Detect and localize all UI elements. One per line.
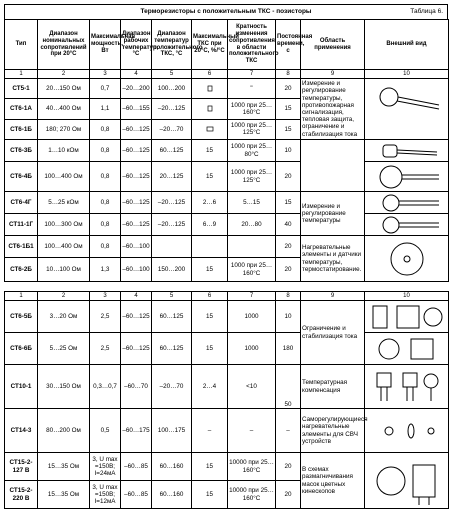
cell-tau: 20 (276, 162, 301, 192)
cell-max-tks (192, 99, 228, 119)
cell-resistance: 100…300 Ом (38, 214, 90, 236)
col-number: 4 (121, 70, 152, 79)
cell-power: 0,8 (90, 236, 121, 258)
col-number: 1 (5, 70, 38, 79)
cell-power: 2,5 (90, 333, 121, 365)
col-number: 6 (192, 292, 228, 301)
cell-max-tks: 15 (192, 453, 228, 481)
cell-application: Измерение и регулирование температуры, противопожарная сигнализация, тепловая защита, ограничение и стабилизация тока (301, 79, 365, 140)
cell-tks-range: 60…125 (152, 301, 192, 333)
header-cell: Максимальная мощность, Вт (90, 20, 121, 70)
cell-ratio: 1000 при 25…125°С (228, 162, 276, 192)
cell-power: 1,3 (90, 258, 121, 282)
small-component-icon (207, 105, 213, 113)
cell-ratio: 5…15 (228, 192, 276, 214)
cell-ratio: 10000 при 25…160°С (228, 481, 276, 509)
cell-power: 2,5 (90, 301, 121, 333)
cell-appearance (365, 140, 449, 162)
cell-trange: –60…155 (121, 99, 152, 119)
disc-pair-icon (367, 334, 447, 364)
cell-tau: 50 (276, 365, 301, 409)
table-lower (4, 291, 449, 509)
col-number: 2 (38, 292, 90, 301)
cell-trange: –60…100 (121, 258, 152, 282)
table-row (5, 214, 449, 236)
cell-max-tks: 15 (192, 258, 228, 282)
cell-trange: –60…125 (121, 214, 152, 236)
cell-type: СТ6-2Б (5, 258, 38, 282)
header-cell: Тип (5, 20, 38, 70)
cell-ratio: " (228, 79, 276, 99)
table-row (5, 301, 449, 333)
column-number-row (5, 292, 449, 301)
cell-tau: – (276, 409, 301, 453)
cell-power: 0,8 (90, 162, 121, 192)
header-cell: Внешний вид (365, 20, 449, 70)
cell-power: 0,8 (90, 119, 121, 139)
cell-trange: –60…125 (121, 301, 152, 333)
cell-appearance (365, 365, 449, 409)
col-number: 9 (301, 70, 365, 79)
cell-resistance: 100…400 Ом (38, 162, 90, 192)
cell-tks-range (152, 236, 192, 258)
cell-trange: –60…175 (121, 409, 152, 453)
cell-trange: –60…125 (121, 140, 152, 162)
cell-tau: 15 (276, 192, 301, 214)
cell-appearance (365, 79, 449, 140)
cell-application: Температурная компенсация (301, 365, 365, 409)
cell-power: 3, U max =150В; I=12мА (90, 481, 121, 509)
cell-application: Нагревательные элементы и датчики температуры, термостатирование. (301, 236, 365, 282)
cell-trange: –60…125 (121, 333, 152, 365)
cell-type: СТ11-1Г (5, 214, 38, 236)
cell-resistance: 15…35 Ом (38, 453, 90, 481)
heater-element-icon (367, 237, 447, 281)
cell-tks-range: –20…125 (152, 214, 192, 236)
thermistor-lead-icon (367, 79, 447, 139)
cell-tks-range: 100…200 (152, 79, 192, 99)
cell-tks-range: 20…125 (152, 162, 192, 192)
cell-tks-range: 60…160 (152, 481, 192, 509)
col-number: 5 (152, 292, 192, 301)
col-number: 2 (38, 70, 90, 79)
cell-resistance: 80…200 Ом (38, 409, 90, 453)
cell-tks-range: –20…125 (152, 99, 192, 119)
table-row (5, 162, 449, 192)
table-number: Таблица 6. (410, 8, 443, 15)
cell-trange: –60…125 (121, 162, 152, 192)
cell-tks-range: 60…125 (152, 140, 192, 162)
column-number-row (5, 70, 449, 79)
header-cell: Диапазон номинальных сопротивлений при 20°С (38, 20, 90, 70)
cell-power: 0,8 (90, 214, 121, 236)
cell-tks-range: 60…160 (152, 453, 192, 481)
cell-trange: –60…70 (121, 365, 152, 409)
cell-max-tks: 15 (192, 301, 228, 333)
cell-appearance (365, 162, 449, 192)
col-number: 8 (276, 292, 301, 301)
table-row (5, 333, 449, 365)
cell-power: 0,7 (90, 79, 121, 99)
cell-tau: 10 (276, 301, 301, 333)
header-cell: Диапазон рабочих температур, °С (121, 20, 152, 70)
cell-tau: 20 (276, 453, 301, 481)
cell-tau: 15 (276, 119, 301, 139)
cell-max-tks: 15 (192, 162, 228, 192)
col-number: 6 (192, 70, 228, 79)
col-number: 4 (121, 292, 152, 301)
cell-tks-range: –20…70 (152, 365, 192, 409)
cell-resistance: 15…35 Ом (38, 481, 90, 509)
cell-tau: 15 (276, 99, 301, 119)
cell-tks-range: –20…70 (152, 119, 192, 139)
cell-resistance: 100…400 Ом (38, 236, 90, 258)
cell-application-cont (301, 140, 365, 192)
cell-type: СТ15-2-127 В (5, 453, 38, 481)
col-number: 7 (228, 292, 276, 301)
header-cell: Кратность изменения сопротивления в области положительного ТКС (228, 20, 276, 70)
cell-ratio: 20…80 (228, 214, 276, 236)
table-row (5, 140, 449, 162)
dual-disc-icon (367, 455, 447, 507)
cell-type: СТ6-1Б1 (5, 236, 38, 258)
cell-resistance: 180; 270 Ом (38, 119, 90, 139)
cell-max-tks (192, 79, 228, 99)
cell-max-tks (192, 119, 228, 139)
page (2, 2, 448, 506)
disc-pair-icon (367, 302, 447, 332)
cell-resistance: 20…150 Ом (38, 79, 90, 99)
cell-tau: 20 (276, 79, 301, 99)
cell-power: 0,5 (90, 409, 121, 453)
cell-max-tks: 2…4 (192, 365, 228, 409)
cell-max-tks: 15 (192, 140, 228, 162)
cell-tau: 10 (276, 140, 301, 162)
cell-ratio (228, 236, 276, 258)
cell-ratio: – (228, 409, 276, 453)
title-bar (4, 4, 448, 20)
cell-appearance (365, 333, 449, 365)
disc-thermistor-icon (367, 163, 447, 191)
cell-trange: –20…200 (121, 79, 152, 99)
cell-tks-range: –20…125 (152, 192, 192, 214)
cell-trange: –60…125 (121, 119, 152, 139)
cell-ratio: 1000 (228, 301, 276, 333)
cell-tau: 180 (276, 333, 301, 365)
cell-resistance: 5…25 Ом (38, 333, 90, 365)
cell-appearance (365, 301, 449, 333)
header-cell: Постоянная времени, с (276, 20, 301, 70)
cell-type: СТ14-3 (5, 409, 38, 453)
cell-appearance (365, 214, 449, 236)
cell-appearance (365, 236, 449, 282)
col-number: 3 (90, 292, 121, 301)
cell-application: Саморегулирующиеся нагревательные элементы для СВЧ устройств (301, 409, 365, 453)
col-number: 3 (90, 70, 121, 79)
radial-thermistor-icon (367, 367, 447, 407)
table-row (5, 236, 449, 258)
cell-type: СТ6-1Б (5, 119, 38, 139)
table-upper (4, 19, 449, 282)
cell-type: СТ10-1 (5, 365, 38, 409)
cell-appearance (365, 409, 449, 453)
cell-ratio: 1000 при 25…125°С (228, 119, 276, 139)
cell-power: 3, U max =150В; I=24мА (90, 453, 121, 481)
table-row (5, 79, 449, 99)
cell-type: СТ6-3Б (5, 140, 38, 162)
cell-max-tks: 6…9 (192, 214, 228, 236)
table-row (5, 365, 449, 409)
cell-appearance (365, 192, 449, 214)
col-number: 9 (301, 292, 365, 301)
col-number: 7 (228, 70, 276, 79)
cell-appearance (365, 453, 449, 509)
cell-type: СТ6-1А (5, 99, 38, 119)
cell-tau: 20 (276, 236, 301, 258)
cell-type: СТ6-4Б (5, 162, 38, 192)
cell-resistance: 1…10 кОм (38, 140, 90, 162)
cell-max-tks (192, 236, 228, 258)
table-row (5, 192, 449, 214)
cell-type: СТ6-6Б (5, 333, 38, 365)
cell-trange: –60…85 (121, 453, 152, 481)
cell-resistance: 5…25 кОм (38, 192, 90, 214)
cell-ratio: <10 (228, 365, 276, 409)
table-row (5, 409, 449, 453)
cell-ratio: 1000 (228, 333, 276, 365)
small-component-icon (207, 85, 213, 93)
cell-resistance: 40…400 Ом (38, 99, 90, 119)
bead-thermistor-icon (367, 413, 447, 449)
col-number: 5 (152, 70, 192, 79)
cell-ratio: 1000 при 25…80°С (228, 140, 276, 162)
cell-type: СТ15-2-220 В (5, 481, 38, 509)
cell-tau: 20 (276, 258, 301, 282)
header-cell: Максимальный ТКС при 20°С, %/°С (192, 20, 228, 70)
table-title: Терморезисторы с положительным ТКС - позисторы (140, 8, 312, 15)
header-cell: Область применения (301, 20, 365, 70)
cell-type: СТ6-4Г (5, 192, 38, 214)
table-row (5, 453, 449, 481)
cell-resistance: 10…100 Ом (38, 258, 90, 282)
col-number: 10 (365, 292, 449, 301)
cell-resistance: 30…150 Ом (38, 365, 90, 409)
cell-tau: 40 (276, 214, 301, 236)
cell-max-tks: 15 (192, 333, 228, 365)
small-component-icon (206, 125, 214, 133)
cell-type: СТ6-5Б (5, 301, 38, 333)
cell-ratio: 10000 при 25…160°С (228, 453, 276, 481)
disc-thermistor-icon (367, 193, 447, 213)
col-number: 10 (365, 70, 449, 79)
cell-power: 0,8 (90, 140, 121, 162)
cell-type: СТ5-1 (5, 79, 38, 99)
cell-ratio: 1000 при 25…160°С (228, 99, 276, 119)
col-number: 1 (5, 292, 38, 301)
cell-trange: –60…100 (121, 236, 152, 258)
disc-thermistor-icon (367, 141, 447, 161)
cell-application: В схемах размагничивания масок цветных кинескопов (301, 453, 365, 509)
cell-ratio: 1000 при 25…160°С (228, 258, 276, 282)
header-cell: Диапазон температур положительного ТКС, °С (152, 20, 192, 70)
cell-max-tks: 2…6 (192, 192, 228, 214)
cell-application: Измерение и регулирование температуры (301, 192, 365, 236)
cell-tau: 20 (276, 481, 301, 509)
cell-power: 0,8 (90, 192, 121, 214)
cell-trange: –60…125 (121, 192, 152, 214)
col-number: 8 (276, 70, 301, 79)
cell-power: 1,1 (90, 99, 121, 119)
disc-thermistor-icon (367, 215, 447, 235)
cell-trange: –60…85 (121, 481, 152, 509)
cell-resistance: 3…20 Ом (38, 301, 90, 333)
cell-max-tks: – (192, 409, 228, 453)
cell-tks-range: 60…125 (152, 333, 192, 365)
header-row (5, 20, 449, 70)
cell-application: Ограничение и стабилизация тока (301, 301, 365, 365)
cell-power: 0,3…0,7 (90, 365, 121, 409)
cell-tks-range: 150…200 (152, 258, 192, 282)
cell-tks-range: 100…175 (152, 409, 192, 453)
cell-max-tks: 15 (192, 481, 228, 509)
